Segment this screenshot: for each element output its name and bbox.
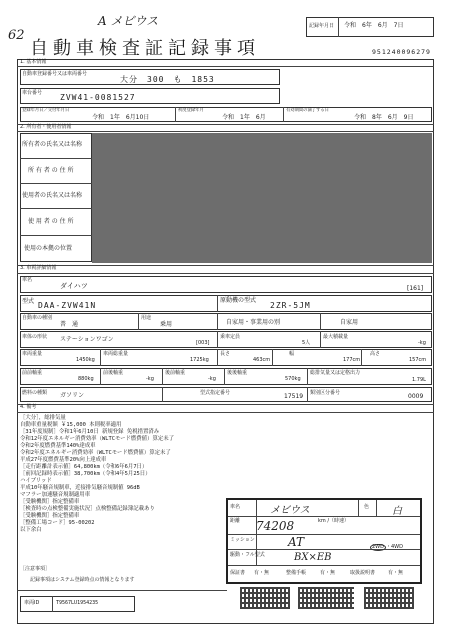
user-address-label: 使 用 者 の 住 所 bbox=[28, 218, 74, 225]
chassis-value: ZVW41-0081527 bbox=[60, 93, 136, 102]
body-shape-code: [003] bbox=[196, 340, 210, 346]
remarks-line: ［前回記録時表示値］38,700km（令和4年5月25日） bbox=[20, 471, 151, 477]
width-label: 幅 bbox=[289, 351, 295, 357]
use-value: 乗用 bbox=[160, 321, 173, 328]
card-name-value: メビウス bbox=[270, 505, 310, 516]
card-name-label: 車名 bbox=[230, 504, 241, 510]
front-rear-axle-value: -kg bbox=[146, 376, 154, 382]
displacement-label: 総排気量又は定格出力 bbox=[310, 370, 361, 376]
vehicle-kind-label: 自動車の種別 bbox=[22, 315, 53, 321]
first-registration-label: 登録年月日／交付年月日 bbox=[22, 108, 70, 113]
maker-label: 車名 bbox=[22, 277, 33, 283]
rear-rear-axle-label: 後後軸重 bbox=[227, 370, 248, 376]
chassis-box bbox=[20, 88, 280, 104]
remarks-line: ［受験機関］指定整備車 bbox=[20, 513, 80, 519]
remarks-line: 令和2年度エネルギー消費効率（WLTCモード燃費値）算定未了 bbox=[20, 450, 171, 456]
barcode-2 bbox=[298, 587, 354, 609]
remarks-line: ［整備工場コード］95-00202 bbox=[20, 520, 95, 526]
base-location-label: 使用の本拠の位置 bbox=[24, 245, 73, 252]
card-mileage-unit: km /（時速） bbox=[318, 518, 350, 524]
length-label: 長さ bbox=[220, 351, 231, 357]
length-value: 463cm bbox=[253, 357, 271, 363]
height-label: 高さ bbox=[370, 351, 381, 357]
user-name-label: 使用者の氏名又は名称 bbox=[22, 192, 83, 199]
gross-weight-value: 1725kg bbox=[190, 357, 209, 363]
card-mission-value: AT bbox=[288, 535, 305, 549]
displacement-value: 1.79L bbox=[412, 377, 426, 383]
remarks-line: 平成27年度燃費基準20%向上達成車 bbox=[20, 457, 107, 463]
remarks-line: ［大分］，総排気量 bbox=[20, 415, 66, 421]
remarks-line: 以下余白 bbox=[20, 527, 42, 533]
card-drive-options bbox=[370, 544, 403, 551]
reg-number-label: 自動車登録番号又は車両番号 bbox=[22, 71, 88, 77]
private-business-value: 自家用 bbox=[340, 319, 359, 326]
remarks-list bbox=[20, 415, 174, 534]
class-number-value: 0009 bbox=[408, 393, 424, 400]
section3-header: 3. 車両詳細情報 bbox=[20, 265, 57, 271]
notes-label: ［注意事項］ bbox=[20, 566, 51, 572]
record-date-label: 記録年月日 bbox=[309, 23, 335, 29]
chassis-label: 車台番号 bbox=[22, 90, 43, 96]
type-designation-value: 17519 bbox=[284, 393, 304, 400]
section4-header: 4. 備考 bbox=[20, 404, 37, 410]
front-front-axle-value: 880kg bbox=[78, 376, 94, 382]
maker-code: [161] bbox=[407, 285, 424, 292]
type-value: DAA-ZVW41N bbox=[38, 301, 97, 310]
vehicle-id-label: 車両ID bbox=[24, 600, 40, 606]
width-value: 177cm bbox=[343, 357, 361, 363]
card-drive-4wd: ・4WD bbox=[385, 544, 403, 550]
height-value: 157cm bbox=[409, 357, 427, 363]
card-mileage-label: 距離 bbox=[230, 518, 241, 524]
fuel-value: ガソリン bbox=[60, 392, 85, 399]
gross-weight-label: 車両総重量 bbox=[103, 351, 129, 357]
type-designation-label: 型式指定番号 bbox=[200, 390, 231, 396]
record-date-value: 令和 6年 6月 7日 bbox=[344, 22, 404, 29]
card-drive-value: BX×EB bbox=[294, 552, 332, 563]
remarks-line: ハイブリッド bbox=[20, 478, 52, 484]
remarks-line: 令和12年度エネルギー消費効率（WLTCモード燃費値）算定未了 bbox=[20, 436, 175, 442]
remarks-line: 自動車重量税額 ￥15,000 本則税率適用 bbox=[20, 422, 122, 428]
rear-rear-axle-value: 570kg bbox=[285, 376, 301, 382]
class-number-label: 類別区分番号 bbox=[310, 390, 341, 396]
first-registration-value: 令和 1年 6月10日 bbox=[92, 114, 150, 121]
owner-address-label: 所 有 者 の 住 所 bbox=[28, 167, 74, 174]
handwritten-model: A メビウス bbox=[98, 14, 159, 28]
owner-name-label: 所有者の氏名又は名称 bbox=[22, 141, 83, 148]
barcode-3 bbox=[364, 587, 414, 609]
card-color-label: 色 bbox=[364, 504, 370, 510]
vehicle-kind-value: 普 通 bbox=[60, 321, 79, 328]
card-mileage-value: 74208 bbox=[256, 519, 295, 533]
type-label: 型式 bbox=[22, 298, 35, 305]
notes-text: 記録事項はシステム登録時点の情報となります bbox=[30, 577, 135, 583]
card-manual-label: 整備手帳 bbox=[286, 570, 307, 576]
card-manual-value: 有・無 bbox=[320, 570, 336, 576]
engine-type-value: 2ZR-5JM bbox=[270, 301, 311, 310]
remarks-line: ［受験機関］指定整備車 bbox=[20, 499, 80, 505]
card-mission-label: ミッション bbox=[230, 537, 255, 543]
maker-value: ダイハツ bbox=[60, 282, 88, 290]
card-warranty-label: 保証書 bbox=[230, 570, 246, 576]
barcode-1 bbox=[240, 587, 290, 609]
redacted-owner-info bbox=[92, 133, 432, 263]
remarks-line: ［31年度規制］令和1年6月10日 新規登録 免税措置済み bbox=[20, 429, 160, 435]
handwritten-number: 62 bbox=[8, 28, 25, 43]
card-color-value: 白 bbox=[392, 506, 402, 517]
document-title: 自動車検査証記録事項 bbox=[30, 38, 260, 59]
private-business-label: 自家用・事業用の別 bbox=[226, 319, 281, 326]
remarks-line: 令和2年度燃費基準140%達成車 bbox=[20, 443, 96, 449]
body-shape-value: ステーションワゴン bbox=[60, 336, 114, 343]
engine-type-label: 原動機の型式 bbox=[220, 297, 257, 304]
max-load-label: 最大積載量 bbox=[323, 334, 349, 340]
rear-front-axle-value: -kg bbox=[208, 376, 216, 382]
card-drive-label: 駆動・フル型式 bbox=[230, 552, 265, 558]
remarks-line: ［検査時の点検整備実施状況］点検整備記録簿記載あり bbox=[20, 506, 155, 512]
first-registration-month-label: 初度登録年月 bbox=[178, 108, 204, 113]
remarks-line: 平成10年騒音規制車，近接排気騒音規制値 96dB bbox=[20, 485, 140, 491]
body-shape-label: 車体の形状 bbox=[22, 334, 48, 340]
rear-front-axle-label: 後前軸重 bbox=[165, 370, 186, 376]
remarks-line: ［走行距離計表示値］64,800km（令和6年6月7日） bbox=[20, 464, 148, 470]
expiry-value: 令和 8年 6月 9日 bbox=[354, 114, 414, 121]
vehicle-id-value: T9567LU1954235 bbox=[56, 600, 99, 606]
document-number: 951240096279 bbox=[372, 48, 431, 56]
use-label: 用途 bbox=[141, 315, 152, 321]
card-warranty-value: 有・無 bbox=[254, 570, 270, 576]
front-rear-axle-label: 前後軸重 bbox=[103, 370, 124, 376]
capacity-label: 乗車定員 bbox=[220, 334, 241, 340]
front-front-axle-label: 前前軸重 bbox=[22, 370, 43, 376]
vehicle-weight-label: 車両重量 bbox=[22, 351, 43, 357]
max-load-value: -kg bbox=[418, 340, 426, 346]
first-registration-month-value: 令和 1年 6月 bbox=[222, 114, 266, 121]
section1-header: 1. 基本情報 bbox=[20, 59, 47, 65]
capacity-value: 5人 bbox=[302, 340, 311, 346]
card-drive-2wd: 2WD bbox=[372, 544, 384, 550]
vehicle-weight-value: 1450kg bbox=[76, 357, 95, 363]
reg-number-value: 大分 300 も 1853 bbox=[120, 75, 215, 84]
remarks-line: マフラー加速騒音規制適用車 bbox=[20, 492, 91, 498]
fuel-label: 燃料の種類 bbox=[22, 390, 48, 396]
card-key-value: 有・無 bbox=[388, 570, 404, 576]
expiry-label: 有効期間の満了する日 bbox=[286, 108, 329, 113]
card-key-label: 取扱説明書 bbox=[350, 570, 376, 576]
section2-header: 2. 所有者・使用者情報 bbox=[20, 124, 72, 130]
